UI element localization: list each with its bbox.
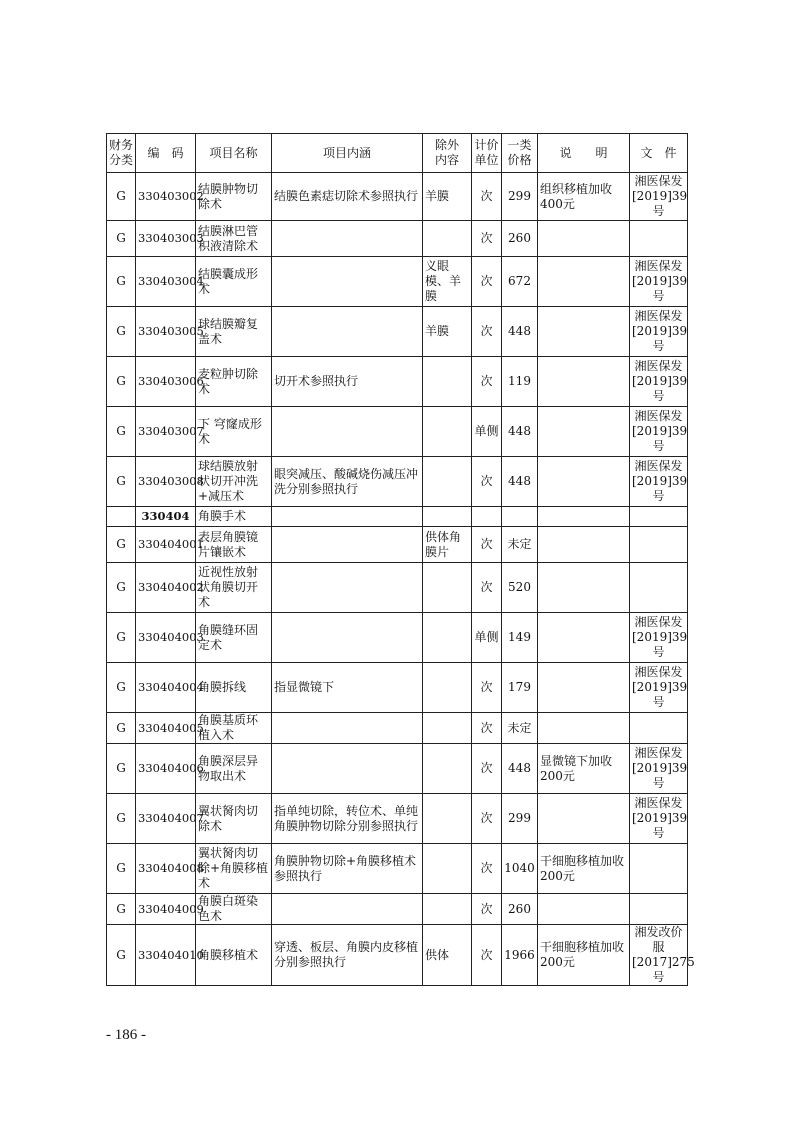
item-content-cell bbox=[272, 613, 423, 663]
excluded-cell bbox=[423, 613, 472, 663]
unit-cell: 次 bbox=[472, 713, 502, 744]
excluded-cell bbox=[423, 221, 472, 257]
note-cell: 干细胞移植加收200元 bbox=[538, 844, 630, 894]
code-cell: 330404003 bbox=[136, 613, 196, 663]
note-cell bbox=[538, 507, 630, 527]
table-row bbox=[107, 894, 688, 925]
table-header-row bbox=[107, 134, 688, 173]
code-cell: 330403006 bbox=[136, 357, 196, 407]
item-name-cell: 角膜缝环固定术 bbox=[196, 613, 272, 663]
price-cell: 448 bbox=[502, 457, 538, 507]
excluded-cell bbox=[423, 794, 472, 844]
price-cell: 299 bbox=[502, 794, 538, 844]
price-cell: 520 bbox=[502, 563, 538, 613]
document-cell: 湘医保发[2019]39号 bbox=[630, 613, 688, 663]
unit-cell: 次 bbox=[472, 744, 502, 794]
excluded-cell: 供体 bbox=[423, 925, 472, 986]
document-cell: 湘医保发[2019]39号 bbox=[630, 457, 688, 507]
table-row bbox=[107, 563, 688, 613]
table-row bbox=[107, 613, 688, 663]
document-cell: 湘发改价服[2017]275号 bbox=[630, 925, 688, 986]
code-cell: 330404004 bbox=[136, 663, 196, 713]
fin-class-cell bbox=[107, 507, 136, 527]
excluded-cell bbox=[423, 663, 472, 713]
fin-class-cell: G bbox=[107, 663, 136, 713]
excluded-cell: 羊膜 bbox=[423, 307, 472, 357]
table-row bbox=[107, 744, 688, 794]
excluded-cell bbox=[423, 744, 472, 794]
price-cell: 未定 bbox=[502, 527, 538, 563]
item-content-cell: 角膜肿物切除+角膜移植术参照执行 bbox=[272, 844, 423, 894]
fin-class-cell: G bbox=[107, 844, 136, 894]
price-cell: 448 bbox=[502, 407, 538, 457]
price-cell: 448 bbox=[502, 744, 538, 794]
fin-class-cell: G bbox=[107, 221, 136, 257]
note-cell: 干细胞移植加收200元 bbox=[538, 925, 630, 986]
header-unit: 计价 单位 bbox=[472, 134, 502, 173]
document-cell: 湘医保发[2019]39号 bbox=[630, 173, 688, 221]
note-cell bbox=[538, 894, 630, 925]
item-content-cell: 指单纯切除，转位术、单纯角膜肿物切除分别参照执行 bbox=[272, 794, 423, 844]
excluded-cell: 义眼模、羊膜 bbox=[423, 257, 472, 307]
section-row bbox=[107, 507, 688, 527]
fin-class-cell: G bbox=[107, 257, 136, 307]
item-name-cell: 表层角膜镜片镶嵌术 bbox=[196, 527, 272, 563]
item-content-cell bbox=[272, 713, 423, 744]
document-cell bbox=[630, 221, 688, 257]
item-content-cell bbox=[272, 507, 423, 527]
document-cell bbox=[630, 507, 688, 527]
item-name-cell: 结膜肿物切除术 bbox=[196, 173, 272, 221]
code-cell: 330403002 bbox=[136, 173, 196, 221]
item-name-cell: 角膜深层异物取出术 bbox=[196, 744, 272, 794]
fin-class-cell: G bbox=[107, 563, 136, 613]
item-name-cell: 近视性放射状角膜切开术 bbox=[196, 563, 272, 613]
item-name-cell: 角膜拆线 bbox=[196, 663, 272, 713]
note-cell bbox=[538, 257, 630, 307]
code-cell: 330403008 bbox=[136, 457, 196, 507]
document-cell bbox=[630, 844, 688, 894]
price-cell: 672 bbox=[502, 257, 538, 307]
unit-cell: 次 bbox=[472, 173, 502, 221]
item-content-cell: 切开术参照执行 bbox=[272, 357, 423, 407]
table-row bbox=[107, 221, 688, 257]
item-content-cell bbox=[272, 563, 423, 613]
excluded-cell: 供体角膜片 bbox=[423, 527, 472, 563]
item-name-cell: 麦粒肿切除术 bbox=[196, 357, 272, 407]
code-cell: 330404006 bbox=[136, 744, 196, 794]
code-cell: 330404007 bbox=[136, 794, 196, 844]
note-cell bbox=[538, 527, 630, 563]
fin-class-cell: G bbox=[107, 357, 136, 407]
document-cell: 湘医保发[2019]39号 bbox=[630, 794, 688, 844]
excluded-cell bbox=[423, 357, 472, 407]
note-cell bbox=[538, 221, 630, 257]
price-cell: 299 bbox=[502, 173, 538, 221]
table-row bbox=[107, 257, 688, 307]
fin-class-cell: G bbox=[107, 894, 136, 925]
document-cell: 湘医保发[2019]39号 bbox=[630, 257, 688, 307]
item-name-cell: 翼状胬肉切除术 bbox=[196, 794, 272, 844]
note-cell bbox=[538, 663, 630, 713]
table-row bbox=[107, 925, 688, 986]
unit-cell: 次 bbox=[472, 257, 502, 307]
code-cell: 330403003 bbox=[136, 221, 196, 257]
document-cell: 湘医保发[2019]39号 bbox=[630, 744, 688, 794]
fin-class-cell: G bbox=[107, 527, 136, 563]
item-name-cell: 下 穹窿成形术 bbox=[196, 407, 272, 457]
price-cell: 448 bbox=[502, 307, 538, 357]
item-content-cell bbox=[272, 527, 423, 563]
page-number: - 186 - bbox=[106, 1027, 146, 1043]
item-name-cell: 结膜囊成形术 bbox=[196, 257, 272, 307]
fee-table bbox=[106, 133, 695, 986]
item-name-cell: 球结膜瓣复盖术 bbox=[196, 307, 272, 357]
header-price: 一类 价格 bbox=[502, 134, 538, 173]
unit-cell: 次 bbox=[472, 563, 502, 613]
table-row bbox=[107, 357, 688, 407]
fin-class-cell: G bbox=[107, 613, 136, 663]
unit-cell: 次 bbox=[472, 894, 502, 925]
table-row bbox=[107, 173, 688, 221]
fin-class-cell: G bbox=[107, 794, 136, 844]
price-cell bbox=[502, 507, 538, 527]
unit-cell: 次 bbox=[472, 527, 502, 563]
fin-class-cell: G bbox=[107, 713, 136, 744]
item-content-cell bbox=[272, 894, 423, 925]
header-document: 文 件 bbox=[630, 134, 688, 173]
unit-cell: 单侧 bbox=[472, 407, 502, 457]
excluded-cell bbox=[423, 407, 472, 457]
table-row bbox=[107, 663, 688, 713]
document-cell bbox=[630, 713, 688, 744]
unit-cell: 次 bbox=[472, 221, 502, 257]
document-cell: 湘医保发[2019]39号 bbox=[630, 663, 688, 713]
code-cell: 330404010 bbox=[136, 925, 196, 986]
excluded-cell bbox=[423, 894, 472, 925]
document-cell bbox=[630, 563, 688, 613]
code-cell: 330404002 bbox=[136, 563, 196, 613]
item-content-cell: 穿透、板层、角膜内皮移植分别参照执行 bbox=[272, 925, 423, 986]
code-cell: 330403004 bbox=[136, 257, 196, 307]
header-note: 说 明 bbox=[538, 134, 630, 173]
excluded-cell bbox=[423, 713, 472, 744]
document-cell bbox=[630, 527, 688, 563]
price-cell: 260 bbox=[502, 221, 538, 257]
code-cell: 330404009 bbox=[136, 894, 196, 925]
code-cell: 330404005 bbox=[136, 713, 196, 744]
note-cell bbox=[538, 613, 630, 663]
code-cell: 330404008 bbox=[136, 844, 196, 894]
unit-cell bbox=[472, 507, 502, 527]
unit-cell: 次 bbox=[472, 307, 502, 357]
note-cell bbox=[538, 713, 630, 744]
code-cell: 330403005 bbox=[136, 307, 196, 357]
fin-class-cell: G bbox=[107, 925, 136, 986]
code-cell: 330404001 bbox=[136, 527, 196, 563]
header-code: 编 码 bbox=[136, 134, 196, 173]
item-content-cell bbox=[272, 744, 423, 794]
item-content-cell: 眼突减压、酸碱烧伤减压冲洗分别参照执行 bbox=[272, 457, 423, 507]
header-excluded: 除外 内容 bbox=[423, 134, 472, 173]
document-cell bbox=[630, 894, 688, 925]
item-content-cell bbox=[272, 407, 423, 457]
price-cell: 260 bbox=[502, 894, 538, 925]
unit-cell: 次 bbox=[472, 457, 502, 507]
price-cell: 未定 bbox=[502, 713, 538, 744]
unit-cell: 单侧 bbox=[472, 613, 502, 663]
table-row bbox=[107, 527, 688, 563]
fin-class-cell: G bbox=[107, 744, 136, 794]
document-cell: 湘医保发[2019]39号 bbox=[630, 357, 688, 407]
fin-class-cell: G bbox=[107, 407, 136, 457]
document-cell: 湘医保发[2019]39号 bbox=[630, 407, 688, 457]
code-cell: 330403007 bbox=[136, 407, 196, 457]
table-row bbox=[107, 457, 688, 507]
item-content-cell bbox=[272, 307, 423, 357]
unit-cell: 次 bbox=[472, 794, 502, 844]
header-item-name: 项目名称 bbox=[196, 134, 272, 173]
price-cell: 149 bbox=[502, 613, 538, 663]
item-name-cell: 球结膜放射状切开冲洗+减压术 bbox=[196, 457, 272, 507]
item-content-cell: 指显微镜下 bbox=[272, 663, 423, 713]
note-cell bbox=[538, 563, 630, 613]
table-row bbox=[107, 794, 688, 844]
note-cell bbox=[538, 407, 630, 457]
excluded-cell bbox=[423, 457, 472, 507]
fin-class-cell: G bbox=[107, 307, 136, 357]
item-name-cell: 角膜手术 bbox=[196, 507, 272, 527]
item-content-cell bbox=[272, 221, 423, 257]
price-cell: 1040 bbox=[502, 844, 538, 894]
header-fin-class: 财务 分类 bbox=[107, 134, 136, 173]
note-cell bbox=[538, 307, 630, 357]
price-cell: 119 bbox=[502, 357, 538, 407]
unit-cell: 次 bbox=[472, 844, 502, 894]
note-cell bbox=[538, 457, 630, 507]
excluded-cell bbox=[423, 507, 472, 527]
note-cell: 显微镜下加收200元 bbox=[538, 744, 630, 794]
header-item-content: 项目内涵 bbox=[272, 134, 423, 173]
item-name-cell: 角膜移植术 bbox=[196, 925, 272, 986]
fin-class-cell: G bbox=[107, 173, 136, 221]
excluded-cell: 羊膜 bbox=[423, 173, 472, 221]
price-cell: 1966 bbox=[502, 925, 538, 986]
note-cell: 组织移植加收400元 bbox=[538, 173, 630, 221]
table-row bbox=[107, 713, 688, 744]
excluded-cell bbox=[423, 844, 472, 894]
item-name-cell: 角膜基质环植入术 bbox=[196, 713, 272, 744]
note-cell bbox=[538, 794, 630, 844]
note-cell bbox=[538, 357, 630, 407]
item-content-cell bbox=[272, 257, 423, 307]
unit-cell: 次 bbox=[472, 925, 502, 986]
unit-cell: 次 bbox=[472, 357, 502, 407]
item-content-cell: 结膜色素痣切除术参照执行 bbox=[272, 173, 423, 221]
table-row bbox=[107, 407, 688, 457]
code-cell: 330404 bbox=[136, 507, 196, 527]
table-row bbox=[107, 844, 688, 894]
item-name-cell: 翼状胬肉切除+角膜移植术 bbox=[196, 844, 272, 894]
unit-cell: 次 bbox=[472, 663, 502, 713]
excluded-cell bbox=[423, 563, 472, 613]
fin-class-cell: G bbox=[107, 457, 136, 507]
table-row bbox=[107, 307, 688, 357]
price-cell: 179 bbox=[502, 663, 538, 713]
item-name-cell: 结膜淋巴管积液清除术 bbox=[196, 221, 272, 257]
item-name-cell: 角膜白斑染色术 bbox=[196, 894, 272, 925]
document-cell: 湘医保发[2019]39号 bbox=[630, 307, 688, 357]
